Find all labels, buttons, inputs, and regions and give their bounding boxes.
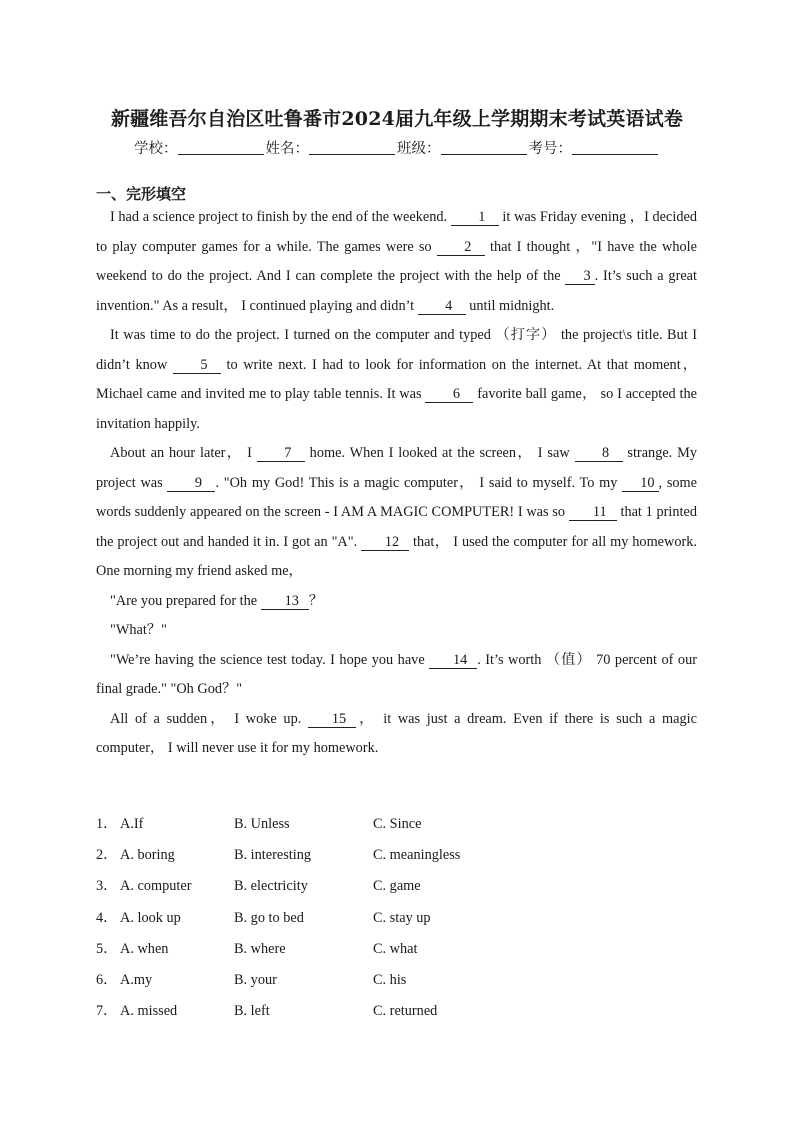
class-field[interactable]: 班级： — [397, 137, 529, 158]
paragraph: "What？" — [110, 622, 167, 638]
question-number: 1． — [96, 816, 118, 832]
cloze-blank: 11 — [569, 504, 617, 521]
option-c[interactable]: C. his — [373, 971, 407, 988]
option-c[interactable]: C. what — [373, 940, 418, 957]
paragraph: About an hour later， I 7 home. When I looked at the screen， I saw 8 strange. My project was 9 . "Oh my God! This is a magic computer， I said to myself. To my 10 , some words suddenly appeared on the screen - I AM A MAGIC COMPUTER! I was so 11 that 1 printed the project out and handed it in. I got an "A". 12 that， I used the computer for all my homework. One morning my friend asked me， — [96, 445, 698, 579]
question-number: 4． — [96, 909, 118, 926]
option-a[interactable]: A. missed — [120, 1003, 178, 1020]
paragraph: "We’re having the science test today. I hope you have 14 . It’s worth （值） 70 percent of our final grade." "Oh God？" — [96, 651, 697, 697]
paragraph: "Are you prepared for the 13 ？ — [110, 592, 324, 609]
cloze-blank: 7 — [257, 445, 305, 462]
cloze-blank: 14 — [429, 652, 477, 669]
option-c[interactable]: C. meaningless — [373, 847, 461, 864]
option-a[interactable]: A.my — [120, 971, 153, 988]
option-a[interactable]: A.If — [120, 816, 144, 832]
option-a[interactable]: A. boring — [120, 847, 175, 864]
name-field[interactable]: 姓名： — [266, 137, 398, 158]
cloze-blank: 12 — [361, 534, 409, 551]
cloze-blank: 10 — [622, 475, 658, 492]
paragraph: It was time to do the project. I turned on the computer and typed （打字） the project\s title. But I didn’t know 5 to write next. I had to look for information on the internet. At that moment， Michael came and invited me to play table tennis. It was 6 favorite ball game， so I accepted the invitation happily. — [96, 327, 698, 432]
option-b[interactable]: B. left — [234, 1003, 270, 1020]
option-b[interactable]: B. your — [234, 971, 277, 988]
class-blank[interactable] — [441, 140, 527, 155]
cloze-blank: 1 — [451, 209, 499, 226]
cloze-blank: 5 — [173, 357, 221, 374]
option-c[interactable]: C. Since — [373, 816, 422, 832]
cloze-passage — [96, 203, 697, 764]
option-b[interactable]: B. Unless — [234, 816, 290, 832]
cloze-blank: 15 — [308, 711, 356, 728]
option-b[interactable]: B. electricity — [234, 878, 308, 895]
name-blank[interactable] — [309, 140, 395, 155]
option-b[interactable]: B. go to bed — [234, 909, 304, 926]
school-field[interactable]: 学校： — [134, 137, 266, 158]
question-number: 3． — [96, 878, 118, 895]
paragraph: All of a sudden， I woke up. 15 ， it was just a dream. Even if there is such a magic computer， I will never use it for my homework. — [96, 710, 697, 756]
exam-title: 新疆维吾尔自治区吐鲁番市2024届九年级上学期期末考试英语试卷 — [110, 108, 684, 130]
cloze-blank: 2 — [437, 239, 485, 256]
exam-number-field[interactable]: 考号： — [529, 137, 661, 158]
school-blank[interactable] — [178, 140, 264, 155]
cloze-blank: 6 — [425, 386, 473, 403]
option-c[interactable]: C. game — [373, 878, 421, 895]
exam-number-blank[interactable] — [572, 140, 658, 155]
student-info-line — [0, 137, 794, 158]
question-number: 5． — [96, 940, 118, 957]
option-b[interactable]: B. where — [234, 940, 286, 957]
section-heading: 一、完形填空 — [96, 185, 187, 203]
question-number: 2． — [96, 847, 118, 864]
option-c[interactable]: C. stay up — [373, 909, 431, 926]
option-a[interactable]: A. look up — [120, 909, 181, 926]
cloze-blank: 3 — [565, 268, 594, 285]
paragraph: I had a science project to finish by the end of the weekend. 1 it was Friday evening ，I decided to play computer games for a while. The games were so 2 that I thought ，"I have the whole weekend to do the project. And I can complete the project with the help of the 3 . It’s such a great invention." As a result， I continued playing and didn’t 4 until midnight. — [96, 209, 698, 314]
cloze-blank: 4 — [418, 298, 466, 315]
question-number: 7． — [96, 1003, 118, 1020]
option-a[interactable]: A. computer — [120, 878, 192, 895]
option-a[interactable]: A. when — [120, 940, 169, 957]
question-number: 6． — [96, 971, 118, 988]
cloze-blank: 13 — [261, 593, 309, 610]
option-c[interactable]: C. returned — [373, 1003, 438, 1020]
cloze-blank: 9 — [167, 475, 215, 492]
cloze-blank: 8 — [575, 445, 623, 462]
option-b[interactable]: B. interesting — [234, 847, 312, 864]
